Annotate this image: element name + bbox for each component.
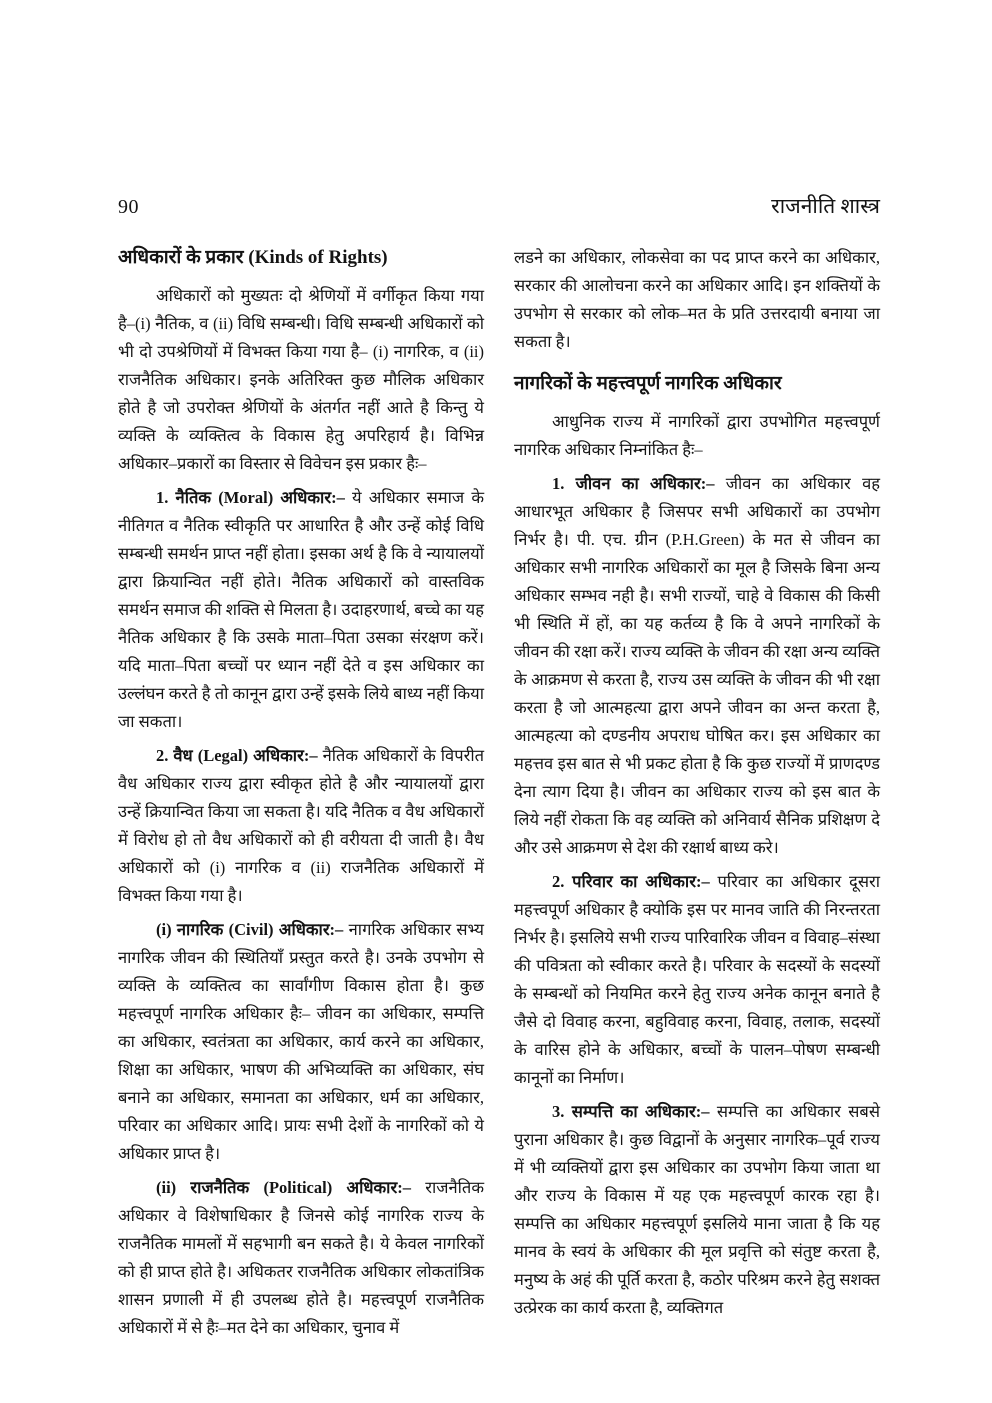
paragraph-text: सम्पत्ति का अधिकार सबसे पुराना अधिकार है। कुछ विद्वानों के अनुसार नागरिक–पूर्व राज्य में भी व्यक्तियों द्वारा इस अधिकार का उपभोग किया जाता था और राज्य के विकास में यह एक महत्त्वपूर्ण कारक रहा है। सम्पत्ति का अधिकार महत्त्वपूर्ण इसलिये माना जाता है कि यह मानव के स्वयं के अधिकार की मूल प्रवृत्ति को संतुष्ट करता है, मनुष्य के अहं की पूर्ति करता है, कठोर परिश्रम करने हेतु सशक्त उत्प्रेरक का कार्य करता है, व्यक्तिगत	[514, 1101, 880, 1317]
paragraph-legal-rights	[118, 742, 484, 910]
paragraph-political-rights	[118, 1174, 484, 1342]
paragraph-moral-rights	[118, 484, 484, 736]
left-column	[118, 244, 484, 1342]
paragraph-lead: 2. परिवार का अधिकार:–	[552, 871, 710, 891]
paragraph-text: नैतिक अधिकारों के विपरीत वैध अधिकार राज्य द्वारा स्वीकृत होते है और न्यायालयों द्वारा उन्हें क्रियान्वित किया जा सकता है। यदि नैतिक व वैध अधिकारों में विरोध हो तो वैध अधिकारों को ही वरीयता दी जाती है। वैध अधिकारों को (i) नागरिक व (ii) राजनैतिक अधिकारों में विभक्त किया गया है।	[118, 745, 484, 905]
two-column-body	[118, 244, 880, 1342]
paragraph-civil-rights	[118, 916, 484, 1168]
paragraph-right-to-property	[514, 1098, 880, 1322]
paragraph-text: राजनैतिक अधिकार वे विशेषाधिकार है जिनसे कोई नागरिक राज्य के राजनैतिक मामलों में सहभागी बन सकते है। ये केवल नागरिकों को ही प्राप्त होते है। अधिकतर राजनैतिक अधिकार लोकतांत्रिक शासन प्रणाली में ही उपलब्ध होते है। महत्त्वपूर्ण राजनैतिक अधिकारों में से हैः–मत देने का अधिकार, चुनाव में	[118, 1177, 485, 1337]
paragraph-lead: 1. नैतिक (Moral) अधिकार:–	[156, 487, 345, 507]
section-heading-kinds-of-rights: अधिकारों के प्रकार (Kinds of Rights)	[118, 247, 388, 268]
paragraph-text: ये अधिकार समाज के नीतिगत व नैतिक स्वीकृति पर आधारित है और उन्हें कोई विधि सम्बन्धी समर्थन प्राप्त नहीं होता। इसका अर्थ है कि वे न्यायालयों द्वारा क्रियान्वित नहीं होते। नैतिक अधिकारों को वास्तविक समर्थन समाज की शक्ति से मिलता है। उदाहरणार्थ, बच्चे का यह नैतिक अधिकार है कि उसके माता–पिता उसका संरक्षण करें। यदि माता–पिता बच्चों पर ध्यान नहीं देते व इस अधिकार का उल्लंघन करते है तो कानून द्वारा उन्हें इसके लिये बाध्य नहीं किया जा सकता।	[118, 487, 484, 731]
paragraph-lead: (ii) राजनैतिक (Political) अधिकार:–	[156, 1177, 411, 1197]
paragraph-right-to-family	[514, 868, 880, 1092]
paragraph-lead: 2. वैध (Legal) अधिकार:–	[156, 745, 318, 765]
paragraph-text: नागरिक अधिकार सभ्य नागरिक जीवन की स्थितियाँ प्रस्तुत करते है। उनके उपभोग से व्यक्ति के व्यक्तित्व का सार्वांगीण विकास होता है। कुछ महत्त्वपूर्ण नागरिक अधिकार हैः– जीवन का अधिकार, सम्पत्ति का अधिकार, स्वतंत्रता का अधिकार, कार्य करने का अधिकार, शिक्षा का अधिकार, भाषण की अभिव्यक्ति का अधिकार, संघ बनाने का अधिकार, समानता का अधिकार, धर्म का अधिकार, परिवार का अधिकार आदि। प्रायः सभी देशों के नागरिकों को ये अधिकार प्राप्त है।	[118, 919, 484, 1163]
intro-paragraph: आधुनिक राज्य में नागरिकों द्वारा उपभोगित महत्त्वपूर्ण नागरिक अधिकार निम्नांकित हैः–	[514, 411, 880, 459]
page-number: 90	[118, 196, 139, 218]
paragraph-text: परिवार का अधिकार दूसरा महत्त्वपूर्ण अधिकार है क्योकि इस पर मानव जाति की निरन्तरता निर्भर है। इसलिये सभी राज्य पारिवारिक जीवन व विवाह–संस्था की पवित्रता को स्वीकार करते है। परिवार के सदस्यों के सदस्यों के सम्बन्धों को नियमित करने हेतु राज्य अनेक कानून बनाते है जैसे दो विवाह करना, बहुविवाह करना, विवाह, तलाक, सदस्यों के वारिस होने के अधिकार, बच्चों के पालन–पोषण सम्बन्धी कानूनों का निर्माण।	[514, 871, 880, 1087]
paragraph-text: जीवन का अधिकार वह आधारभूत अधिकार है जिसपर सभी अधिकारों का उपभोग निर्भर है। पी. एच. ग्रीन (P.H.Green) के मत से जीवन का अधिकार सभी नागरिक अधिकारों का मूल है जिसके बिना अन्य अधिकार सम्भव नही है। सभी राज्यों, चाहे वे विकास की किसी भी स्थिति में हों, का यह कर्तव्य है कि वे अपने नागरिकों के जीवन की रक्षा करें। राज्य व्यक्ति के जीवन की रक्षा अन्य व्यक्ति के आक्रमण से करता है, राज्य उस व्यक्ति के जीवन की भी रक्षा करता है जो आत्महत्या द्वारा अपने जीवन का अन्त करता है, आत्महत्या को दण्डनीय अपराध घोषित कर। इस अधिकार का महत्तव इस बात से भी प्रकट होता है कि कुछ राज्यों में प्राणदण्ड देना त्याग दिया है। जीवन का अधिकार राज्य को इस बात के लिये नहीं रोकता कि वह व्यक्ति को अनिवार्य सैनिक प्रशिक्षण दे और उसे आक्रमण से देश की रक्षार्थ बाध्य करे।	[514, 473, 881, 857]
intro-paragraph: अधिकारों को मुख्यतः दो श्रेणियों में वर्गीकृत किया गया है–(i) नैतिक, व (ii) विधि सम्बन्धी। विधि सम्बन्धी अधिकारों को भी दो उपश्रेणियों में विभक्त किया गया है– (i) नागरिक, व (ii) राजनैतिक अधिकार। इनके अतिरिक्त कुछ मौलिक अधिकार होते है जो उपरोक्त श्रेणियों के अंतर्गत नहीं आते है किन्तु ये व्यक्ति के व्यक्तित्व के विकास हेतु अपरिहार्य है। विभिन्न अधिकार–प्रकारों का विस्तार से विवेचन इस प्रकार हैः–	[118, 285, 484, 473]
section-heading-important-civil-rights: नागरिकों के महत्त्वपूर्ण नागरिक अधिकार	[514, 373, 782, 394]
right-column	[514, 244, 880, 1342]
paragraph-lead: (i) नागरिक (Civil) अधिकार:–	[156, 919, 344, 939]
paragraph-right-to-life	[514, 470, 880, 862]
paragraph-lead: 3. सम्पत्ति का अधिकार:–	[552, 1101, 710, 1121]
page-header	[118, 192, 880, 220]
running-title: राजनीति शास्त्र	[771, 194, 880, 218]
continuation-paragraph: लडने का अधिकार, लोकसेवा का पद प्राप्त करने का अधिकार, सरकार की आलोचना करने का अधिकार आदि। इन शक्तियों के उपभोग से सरकार को लोक–मत के प्रति उत्तरदायी बनाया जा सकता है।	[514, 248, 880, 351]
paragraph-lead: 1. जीवन का अधिकार:–	[552, 473, 715, 493]
